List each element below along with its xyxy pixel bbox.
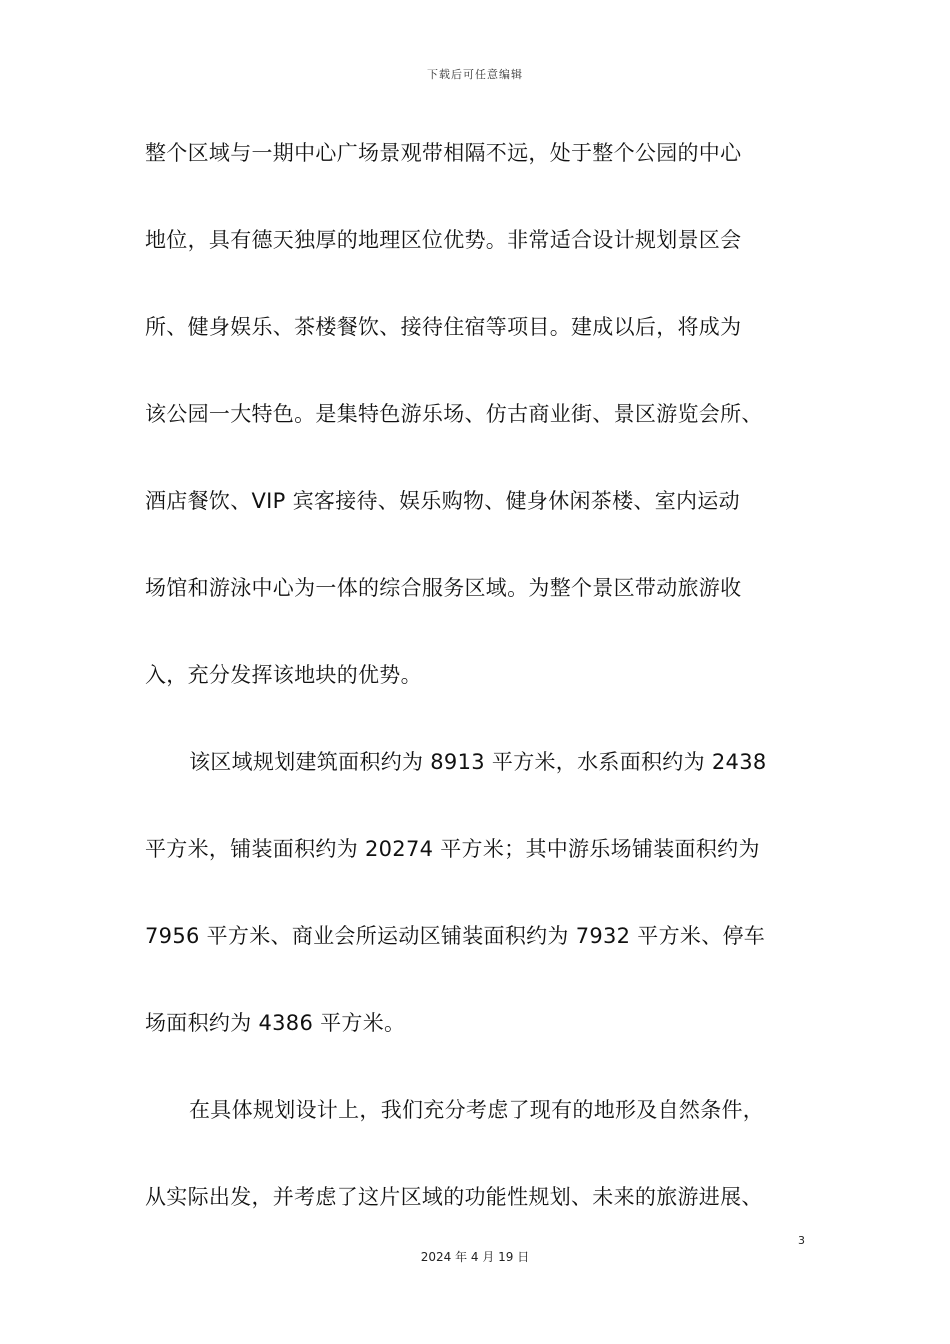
paragraph-line: 场馆和游泳中心为一体的综合服务区域。为整个景区带动旅游收	[145, 576, 742, 600]
paragraph-line: 入，充分发挥该地块的优势。	[145, 663, 422, 687]
page-footer-date: 2024 年 4 月 19 日	[420, 1250, 530, 1264]
paragraph-line: 场面积约为 4386 平方米。	[145, 1011, 406, 1035]
paragraph-line: 在具体规划设计上，我们充分考虑了现有的地形及自然条件，	[189, 1098, 765, 1122]
paragraph-line: 整个区域与一期中心广场景观带相隔不远，处于整个公园的中心	[145, 141, 742, 165]
page-number: 3	[798, 1234, 805, 1247]
paragraph-line: 7956 平方米、商业会所运动区铺装面积约为 7932 平方米、停车	[145, 924, 766, 948]
paragraph-line: 酒店餐饮、VIP 宾客接待、娱乐购物、健身休闲茶楼、室内运动	[145, 489, 740, 513]
paragraph-line: 从实际出发，并考虑了这片区域的功能性规划、未来的旅游进展、	[145, 1185, 763, 1209]
paragraph-line: 地位，具有德天独厚的地理区位优势。非常适合设计规划景区会	[145, 228, 742, 252]
paragraph-line: 该公园一大特色。是集特色游乐场、仿古商业街、景区游览会所、	[145, 402, 763, 426]
paragraph-line: 平方米，铺装面积约为 20274 平方米；其中游乐场铺装面积约为	[145, 837, 760, 861]
document-body	[145, 128, 815, 1259]
paragraph-line: 所、健身娱乐、茶楼餐饮、接待住宿等项目。建成以后，将成为	[145, 315, 742, 339]
paragraph-line: 该区域规划建筑面积约为 8913 平方米，水系面积约为 2438	[189, 750, 767, 774]
page-header: 下载后可任意编辑	[427, 68, 523, 81]
